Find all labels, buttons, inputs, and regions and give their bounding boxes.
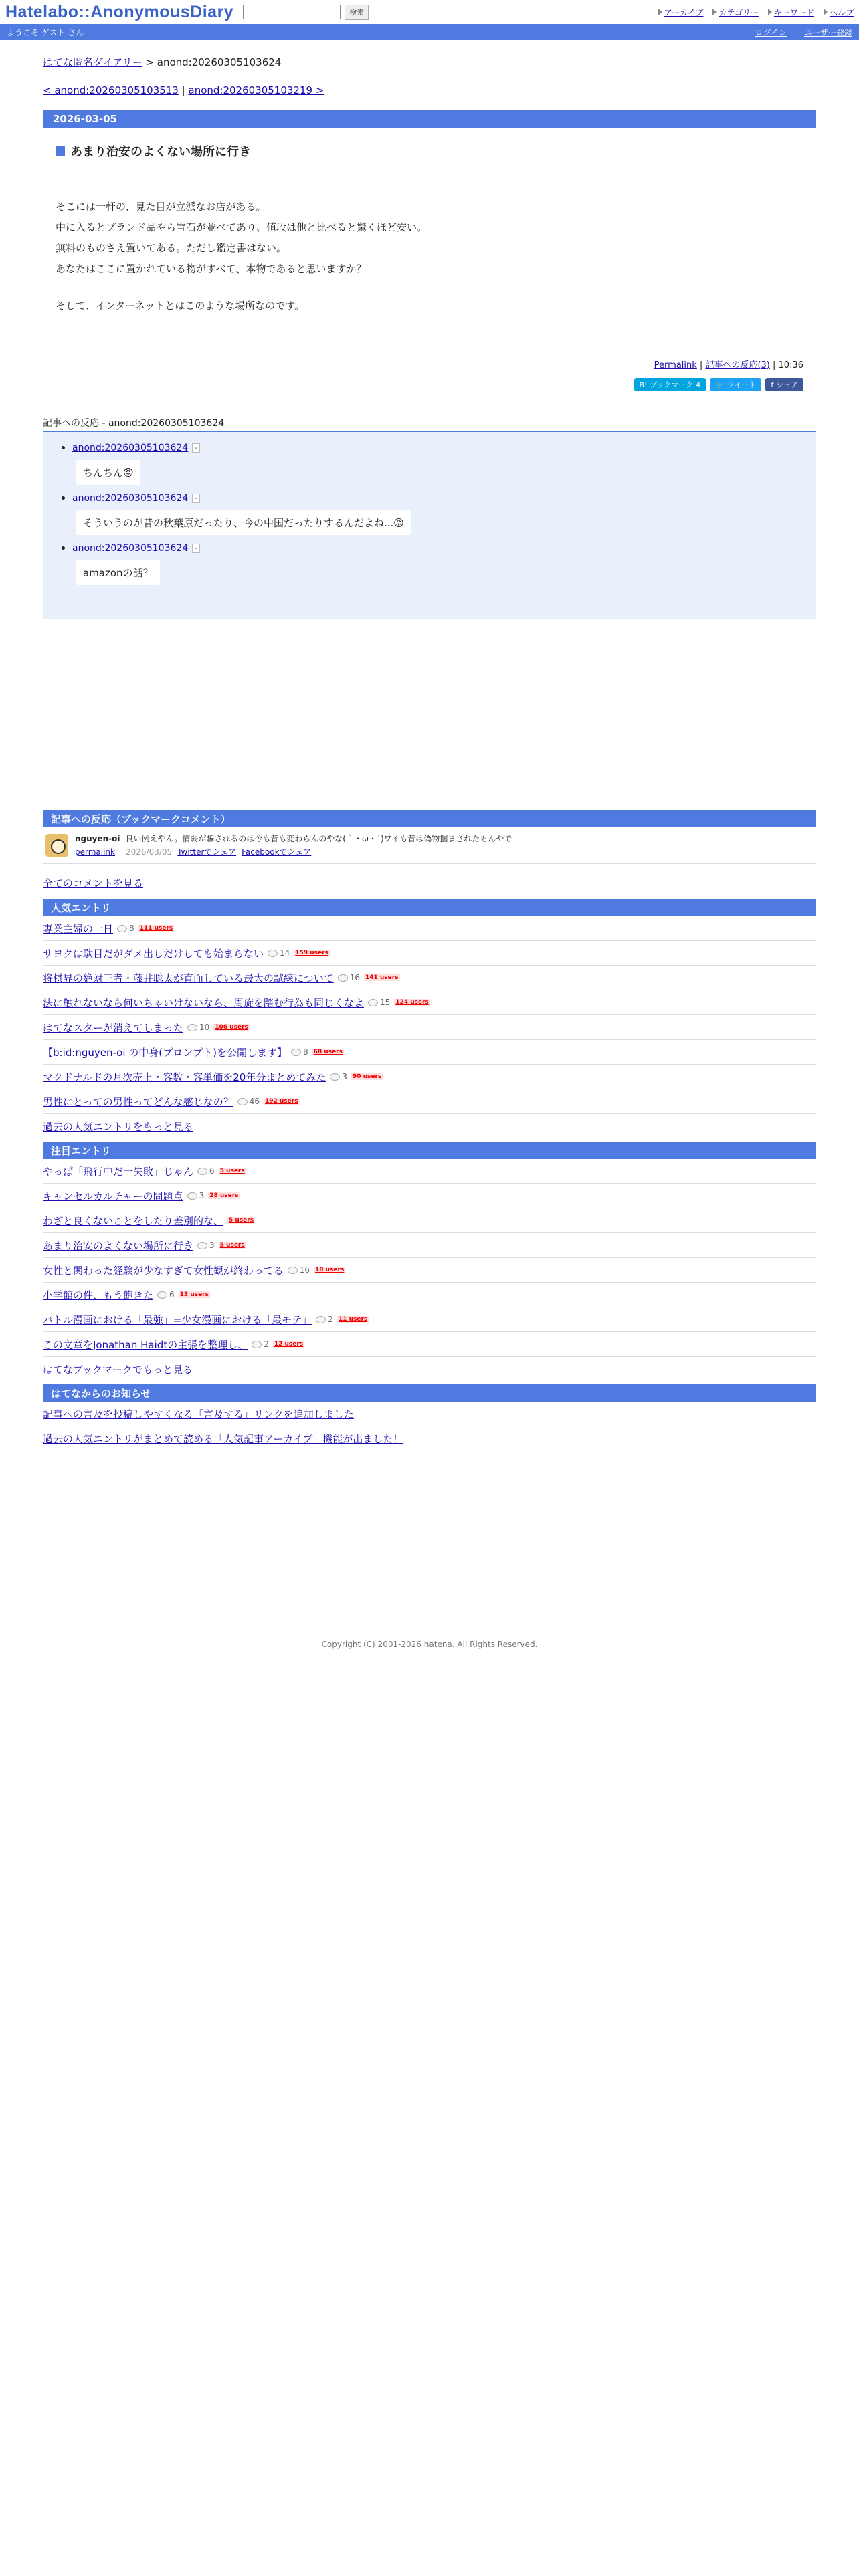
- featured-entries-list: [43, 1159, 816, 1357]
- site-logo[interactable]: Hatelabo::AnonymousDiary: [5, 2, 234, 21]
- notice-link[interactable]: 記事への言及を投稿しやすくなる「言及する」リンクを追加しました: [43, 1408, 354, 1420]
- featured-more-link[interactable]: はてなブックマークでもっと見る: [43, 1364, 193, 1376]
- entry-paragraph: そして、インターネットとはこのような場所なのです。: [56, 300, 305, 312]
- entry-link[interactable]: 法に触れないなら何いちゃいけないなら、周旋を踏む行為も同じくなよ: [43, 996, 365, 1009]
- comment-count-value: 6: [169, 1290, 175, 1299]
- list-item: [43, 966, 816, 990]
- all-comments-link[interactable]: 全てのコメントを見る: [43, 877, 144, 889]
- nav-archive-label: アーカイブ: [664, 7, 704, 17]
- users-badge[interactable]: 11 users: [338, 1316, 368, 1323]
- list-item: [43, 1258, 816, 1283]
- ad-space: [43, 619, 816, 810]
- notices-heading: はてなからのお知らせ: [43, 1384, 816, 1402]
- entry-link[interactable]: キャンセルカルチャーの問題点: [43, 1190, 183, 1202]
- comment-bubble-icon: [291, 1049, 301, 1056]
- breadcrumb-current: anond:20260305103624: [157, 56, 282, 68]
- entry-paragraph: 中に入るとブランド品やら宝石が並べてあり、値段は他と比べると驚くほど安い。: [56, 221, 427, 233]
- breadcrumb: [43, 55, 816, 75]
- nav-archive[interactable]: [658, 7, 704, 18]
- comment-bubble-icon: [157, 1291, 167, 1299]
- reaction-link[interactable]: • anond:20260305103624: [72, 543, 189, 554]
- bookmark-twitter-share[interactable]: Twitterでシェア: [177, 847, 237, 857]
- users-badge[interactable]: 18 users: [314, 1267, 345, 1273]
- reactions-heading: 記事への反応 - anond:20260305103624: [43, 416, 816, 432]
- notices-list: [43, 1402, 816, 1451]
- users-badge[interactable]: 141 users: [365, 974, 399, 981]
- breadcrumb-home[interactable]: はてな匿名ダイアリー: [43, 56, 142, 68]
- square-bullet-icon: [56, 146, 65, 156]
- entry-link[interactable]: やっぱ「飛行中だ一失敗」じゃん: [43, 1165, 194, 1178]
- entry-text: [56, 197, 803, 316]
- users-badge[interactable]: 13 users: [179, 1291, 209, 1298]
- reaction-item: [72, 542, 816, 585]
- notice-link[interactable]: 過去の人気エントリがまとめて読める「人気記事アーカイブ」機能が出ました！: [43, 1432, 403, 1445]
- comment-count-value: 8: [302, 1047, 308, 1057]
- collapse-icon[interactable]: -: [192, 443, 200, 453]
- entry-link[interactable]: この文章をJonathan Haidtの主張を整理し、: [43, 1338, 248, 1351]
- entry-link[interactable]: 男性にとっての男性ってどんな感じなの？: [43, 1095, 233, 1108]
- popular-more-link[interactable]: 過去の人気エントリをもっと見る: [43, 1121, 194, 1133]
- reactions-link[interactable]: 記事への反応(3): [705, 360, 770, 370]
- comment-count-value: 2: [328, 1315, 333, 1324]
- diary-entry: [43, 110, 816, 409]
- avatar[interactable]: [45, 834, 68, 857]
- comment-bubble-icon: [330, 1073, 340, 1081]
- reaction-link[interactable]: • anond:20260305103624: [72, 443, 189, 453]
- nav-keyword[interactable]: [768, 7, 814, 18]
- list-item: [43, 1307, 816, 1332]
- comment-bubble-icon: [288, 1267, 298, 1274]
- popular-entries-heading: 人気エントリ: [43, 899, 816, 916]
- nav-category[interactable]: [712, 7, 759, 18]
- triangle-icon: [824, 9, 828, 15]
- comment-count-value: 8: [129, 924, 134, 933]
- tweet-button[interactable]: [710, 378, 761, 391]
- bookmark-date: 2026/03/05: [126, 847, 173, 857]
- comment-count[interactable]: [288, 1265, 310, 1275]
- reaction-text: amazonの話？: [76, 560, 160, 585]
- comment-count-value: 6: [209, 1166, 215, 1176]
- entry-paragraph: あなたはここに置かれている物がすべて、本物であると思いますか？: [56, 263, 367, 275]
- comment-count[interactable]: [187, 1191, 205, 1200]
- footer-copyright: Copyright (C) 2001-2026 hatena. All Rights Reserved.: [321, 1640, 538, 1649]
- users-badge[interactable]: 192 users: [264, 1098, 298, 1105]
- users-badge[interactable]: 5 users: [219, 1242, 245, 1249]
- register-link[interactable]: ユーザー登録: [803, 27, 852, 37]
- comment-count[interactable]: [237, 1097, 260, 1106]
- comment-count[interactable]: [197, 1166, 215, 1176]
- comment-bubble-icon: [117, 925, 127, 932]
- next-entry-link[interactable]: anond:20260305103219 >: [188, 84, 324, 96]
- comment-count[interactable]: [197, 1241, 215, 1250]
- comment-count[interactable]: [291, 1047, 308, 1057]
- comment-count-value: 3: [342, 1072, 347, 1081]
- reaction-item: [72, 441, 816, 485]
- entry-paragraph: 無料のものさえ置いてある。ただし鑑定書はない。: [56, 242, 287, 254]
- nav-category-label: カテゴリー: [719, 7, 759, 17]
- comment-count[interactable]: [157, 1290, 175, 1299]
- entry-pager: [43, 84, 816, 104]
- comment-bubble-icon: [338, 974, 348, 982]
- comment-count[interactable]: [187, 1023, 209, 1032]
- bookmark-facebook-share[interactable]: Facebookでシェア: [242, 847, 312, 857]
- comment-count[interactable]: [268, 948, 290, 958]
- entry-title: あまり治安のよくない場所に行き: [70, 145, 251, 159]
- entry-time: 10:36: [778, 360, 803, 370]
- entry-link[interactable]: 専業主婦の一日: [43, 922, 114, 935]
- comment-count-value: 2: [264, 1339, 269, 1349]
- main-content: [43, 40, 816, 1649]
- users-badge[interactable]: 68 users: [313, 1049, 343, 1055]
- all-comments: [43, 876, 816, 896]
- comment-count-value: 46: [249, 1097, 260, 1106]
- comment-count[interactable]: [368, 998, 390, 1007]
- bookmark-permalink[interactable]: permalink: [75, 847, 115, 857]
- hatena-bookmark-button[interactable]: [634, 378, 706, 391]
- comment-count[interactable]: [338, 973, 360, 982]
- comment-bubble-icon: [197, 1242, 207, 1249]
- search-input[interactable]: [243, 5, 341, 19]
- users-badge[interactable]: 111 users: [139, 925, 173, 932]
- comment-count-value: 16: [349, 973, 360, 982]
- comment-bubble-icon: [187, 1192, 197, 1200]
- share-buttons: [634, 378, 804, 391]
- list-item: [43, 1426, 816, 1451]
- triangle-icon: [768, 9, 772, 15]
- bookmark-comment: [43, 827, 816, 864]
- facebook-share-label: シェア: [776, 381, 798, 389]
- comment-count[interactable]: [252, 1339, 269, 1349]
- entry-body: [43, 128, 816, 409]
- pager-separator: |: [178, 84, 189, 96]
- featured-entries: [43, 1142, 816, 1382]
- reaction-link[interactable]: • anond:20260305103624: [72, 493, 189, 504]
- entry-paragraph: そこには一軒の、見た目が立派なお店がある。: [56, 201, 266, 213]
- search-button[interactable]: 検索: [345, 5, 369, 20]
- entry-footer: Permalink | 記事への反応(3) | 10:36: [654, 360, 803, 370]
- list-item: [43, 1159, 816, 1184]
- collapse-icon[interactable]: -: [192, 494, 200, 503]
- users-badge[interactable]: 5 users: [219, 1168, 245, 1174]
- search-form: [243, 5, 369, 20]
- welcome-bar: [0, 24, 859, 40]
- entry-link[interactable]: 将棋界の絶対王者・藤井聡太が直面している最大の試練について: [43, 972, 334, 984]
- list-item: [43, 1233, 816, 1258]
- entry-link[interactable]: バトル漫画における「最強」=少女漫画における「最モテ」: [43, 1313, 312, 1326]
- hatena-bookmark-label: B! ブックマーク: [639, 381, 694, 389]
- tweet-label: ツイート: [727, 381, 757, 389]
- comment-bubble-icon: [237, 1098, 248, 1105]
- collapse-icon[interactable]: -: [192, 544, 200, 553]
- list-item: [43, 1040, 816, 1065]
- comment-count-value: 15: [380, 998, 391, 1007]
- reaction-item: [72, 492, 816, 535]
- comment-count-value: 14: [280, 948, 290, 958]
- popular-entries: [43, 899, 816, 1139]
- top-bar: [0, 0, 859, 24]
- users-badge[interactable]: 124 users: [395, 999, 429, 1006]
- comment-count[interactable]: [316, 1315, 333, 1324]
- users-badge[interactable]: 5 users: [229, 1217, 254, 1224]
- facebook-f-icon: f: [771, 380, 774, 389]
- list-item: [43, 1089, 816, 1114]
- comment-count-value: 16: [299, 1265, 310, 1275]
- popular-more: [43, 1114, 816, 1139]
- nav-help[interactable]: [824, 7, 854, 18]
- entry-date: 2026-03-05: [43, 110, 816, 128]
- top-nav: [658, 7, 854, 18]
- list-item: [43, 990, 816, 1015]
- comment-count-value: 3: [209, 1241, 215, 1250]
- list-item: [43, 1283, 816, 1307]
- triangle-icon: [712, 9, 717, 15]
- users-badge[interactable]: 159 users: [295, 950, 328, 956]
- users-badge[interactable]: 90 users: [352, 1073, 382, 1080]
- comment-bubble-icon: [268, 950, 278, 957]
- reactions-list: [43, 432, 816, 619]
- facebook-share-button[interactable]: [765, 378, 803, 391]
- comment-bubble-icon: [368, 999, 378, 1006]
- list-item: [43, 1184, 816, 1208]
- comment-count[interactable]: [117, 924, 134, 933]
- login-link[interactable]: ログイン: [755, 27, 787, 37]
- comment-bubble-icon: [187, 1024, 197, 1031]
- reaction-text: そういうのが昔の秋葉原だったり、今の中国だったりするんだよね...😡: [76, 510, 411, 535]
- hatena-bookmark-count: 4: [696, 380, 701, 389]
- entry-link[interactable]: 女性と関わった経験が少なすぎて女性観が終わってる: [43, 1264, 284, 1277]
- prev-entry-link[interactable]: < anond:20260305103513: [43, 84, 179, 96]
- nav-keyword-label: キーワード: [773, 7, 814, 17]
- featured-more: [43, 1357, 816, 1382]
- reaction-text: ちんちん😡: [76, 460, 140, 485]
- list-item: [43, 1208, 816, 1233]
- users-badge[interactable]: 106 users: [215, 1024, 248, 1031]
- entry-link[interactable]: 小学館の件、もう飽きた: [43, 1289, 154, 1301]
- featured-entries-heading: 注目エントリ: [43, 1142, 816, 1159]
- permalink[interactable]: Permalink: [654, 360, 697, 370]
- welcome-text: ようこそ ゲスト さん: [7, 27, 84, 37]
- entry-link[interactable]: 【b:id:nguyen-oi の中身(プロンプト)を公開します】: [43, 1046, 287, 1059]
- list-item: [43, 1402, 816, 1426]
- popular-entries-list: [43, 916, 816, 1114]
- twitter-bird-icon: 🐦: [715, 380, 725, 389]
- entry-link[interactable]: サヨクは駄目だがダメ出しだけしても始まらない: [43, 947, 264, 960]
- users-badge[interactable]: 28 users: [209, 1192, 239, 1199]
- nav-help-label: ヘルプ: [829, 7, 854, 17]
- entry-link[interactable]: わざと良くないことをしたり差別的な、: [43, 1214, 224, 1227]
- entry-link[interactable]: はてなスターが消えてしまった: [43, 1021, 184, 1034]
- bookmark-comment-body: [75, 832, 512, 859]
- entry-link[interactable]: マクドナルドの月次売上・客数・客単価を20年分まとめてみた: [43, 1071, 326, 1083]
- entry-title-row: [56, 142, 803, 160]
- list-item: [43, 941, 816, 966]
- triangle-icon: [658, 9, 662, 15]
- list-item: [43, 1332, 816, 1357]
- users-badge[interactable]: 12 users: [274, 1341, 304, 1348]
- bookmark-comments-heading: 記事への反応（ブックマークコメント）: [43, 810, 816, 827]
- comment-count-value: 3: [199, 1191, 205, 1200]
- comment-bubble-icon: [197, 1168, 207, 1175]
- list-item: [43, 1015, 816, 1040]
- list-item: [43, 916, 816, 941]
- comment-count-value: 10: [199, 1023, 210, 1032]
- comment-bubble-icon: [252, 1341, 262, 1348]
- comment-count[interactable]: [330, 1072, 347, 1081]
- comment-bubble-icon: [316, 1316, 326, 1323]
- list-item: [43, 1065, 816, 1089]
- bookmark-user[interactable]: nguyen-oi: [75, 834, 120, 843]
- notices: [43, 1384, 816, 1451]
- entry-link[interactable]: あまり治安のよくない場所に行き: [43, 1239, 194, 1252]
- bookmark-comment-text: 良い例えやん。情弱が騙されるのは今も昔も変わらんのやな(｀・ω・´)ワイも昔は偽物掴まされたもんやで: [125, 834, 512, 843]
- breadcrumb-separator: >: [142, 56, 157, 68]
